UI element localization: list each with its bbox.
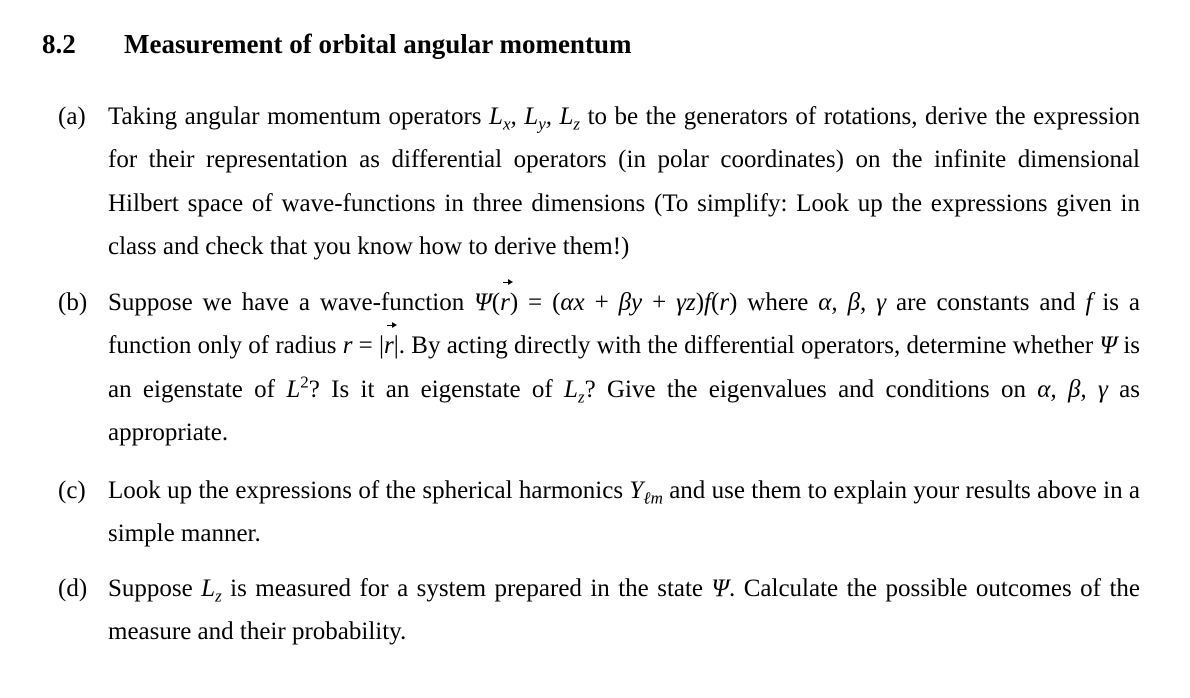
part-label-d: (d) [58,575,88,602]
section-heading [42,26,631,62]
part-label-b: (b) [58,289,88,316]
spherical-harmonic-symbol: $Y_{\ell m}$ [629,477,663,508]
problem-part-b [58,281,1140,454]
part-text-d: Suppose $L_z$ is measured for a system prepared in the state Ψ. Calculate the possible outcomes of the measure and their probability. [108,575,1140,646]
part-text-a: Taking angular momentum operators $L_x$, $L_y$, $L_z$ to be the generators of rotations, derive the expression for their representation as differential operators (in polar coordinates) on the infinite dimensional Hilbert space of wave-functions in three dimensions (To simplify: Look up the expressions given in class and check that you know how to derive them!) [108,103,1140,260]
constants-alpha-beta-gamma: α, β, γ [818,289,887,316]
problem-part-a [58,95,1140,268]
problem-part-c [58,469,1140,556]
wavefunction-formula: Ψ(r) = (αx + βy + γz)f(r) [474,289,737,316]
radius-formula: r = |r| [343,332,399,359]
part-text-b: Suppose we have a wave-function Ψ(r) = (αx + βy + γz)f(r) where α, β, γ are constants and f is a function only of radius r = |r|. By acting directly with the differential operators, determine whether Ψ is an eigenstate of $L^2$? Is it an eigenstate of $L_z$? Give the eigenvalues and conditions on α, β, γ as appropriate. [108,281,1140,454]
part-label-c: (c) [58,477,86,504]
part-text-c: Look up the expressions of the spherical harmonics $Y_{\ell m}$ and use them to explain your results above in a simple manner. [108,477,1141,548]
section-number: 8.2 [42,29,76,59]
section-title: Measurement of orbital angular momentum [124,29,632,59]
problem-part-d [58,567,1140,654]
l-squared: $L^2$ [286,372,309,403]
part-label-a: (a) [58,103,86,130]
operators-lx-ly-lz: $L_x$, $L_y$, $L_z$ [489,103,581,134]
